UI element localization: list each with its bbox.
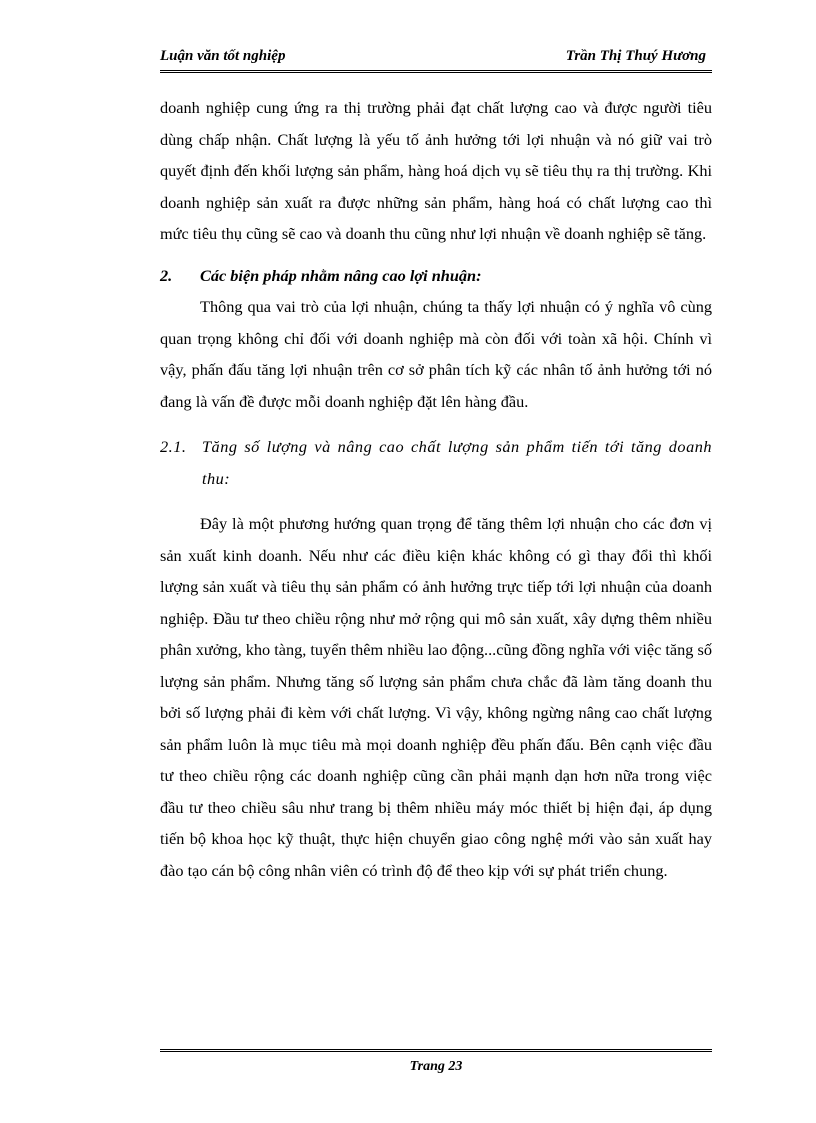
page-header bbox=[160, 46, 712, 73]
section-number: 2. bbox=[160, 265, 173, 285]
subsection-title: Tăng số lượng và nâng cao chất lượng sản phẩm tiến tới tăng doanh thu: bbox=[202, 437, 712, 488]
paragraph-production-volume: Đây là một phương hướng quan trọng để tăng thêm lợi nhuận cho các đơn vị sản xuất kinh doanh. Nếu như các điều kiện khác không có gì thay đổi thì khối lượng sản xuất và tiêu thụ sản phẩm có ảnh hưởng trực tiếp tới lợi nhuận của doanh nghiệp. Đầu tư theo chiều rộng như mở rộng qui mô sản xuất, xây dựng thêm nhiều phân xưởng, kho tàng, tuyển thêm nhiều lao động...cũng đồng nghĩa với việc tăng số lượng sản phẩm. Nhưng tăng số lượng sản phẩm chưa chắc đã làm tăng doanh thu bởi số lượng phải đi kèm với chất lượng. Vì vậy, không ngừng nâng cao chất lượng sản phẩm luôn là mục tiêu mà mọi doanh nghiệp đều phấn đấu. Bên cạnh việc đầu tư theo chiều rộng các doanh nghiệp cũng cần phải mạnh dạn hơn nữa trong việc đầu tư theo chiều sâu như trang bị thêm nhiều máy móc thiết bị hiện đại, áp dụng tiến bộ khoa học kỹ thuật, thực hiện chuyển giao công nghệ mới vào sản xuất hay đào tạo cán bộ công nhân viên có trình độ để theo kịp với sự phát triển chung. bbox=[160, 514, 712, 880]
page-footer bbox=[160, 1049, 712, 1075]
page-body bbox=[160, 92, 712, 886]
page-number: Trang 23 bbox=[409, 1059, 463, 1074]
paragraph-role-of-profit: Thông qua vai trò của lợi nhuận, chúng ta thấy lợi nhuận có ý nghĩa vô cùng quan trọng không chỉ đối với doanh nghiệp mà còn đối với toàn xã hội. Chính vì vậy, phấn đấu tăng lợi nhuận trên cơ sở phân tích kỹ các nhân tố ảnh hưởng tới nó đang là vấn đề được mỗi doanh nghiệp đặt lên hàng đầu. bbox=[160, 297, 712, 411]
header-thesis-title: Luận văn tốt nghiệp bbox=[160, 48, 286, 64]
section-heading-2 bbox=[160, 260, 712, 292]
subsection-number: 2.1. bbox=[160, 437, 187, 456]
header-author-name: Trần Thị Thuý Hương bbox=[565, 48, 706, 64]
subsection-heading-2-1 bbox=[160, 431, 712, 494]
section-title: Các biện pháp nhằm nâng cao lợi nhuận: bbox=[200, 265, 482, 285]
paragraph-quality: doanh nghiệp cung ứng ra thị trường phải đạt chất lượng cao và được người tiêu dùng chấp nhận. Chất lượng là yếu tố ảnh hưởng tới lợi nhuận và nó giữ vai trò quyết định đến khối lượng sản phẩm, hàng hoá dịch vụ sẽ tiêu thụ ra thị trường. Khi doanh nghiệp sản xuất ra được những sản phẩm, hàng hoá có chất lượng cao thì mức tiêu thụ cũng sẽ cao và doanh thu cũng như lợi nhuận về doanh nghiệp sẽ tăng. bbox=[160, 98, 712, 243]
